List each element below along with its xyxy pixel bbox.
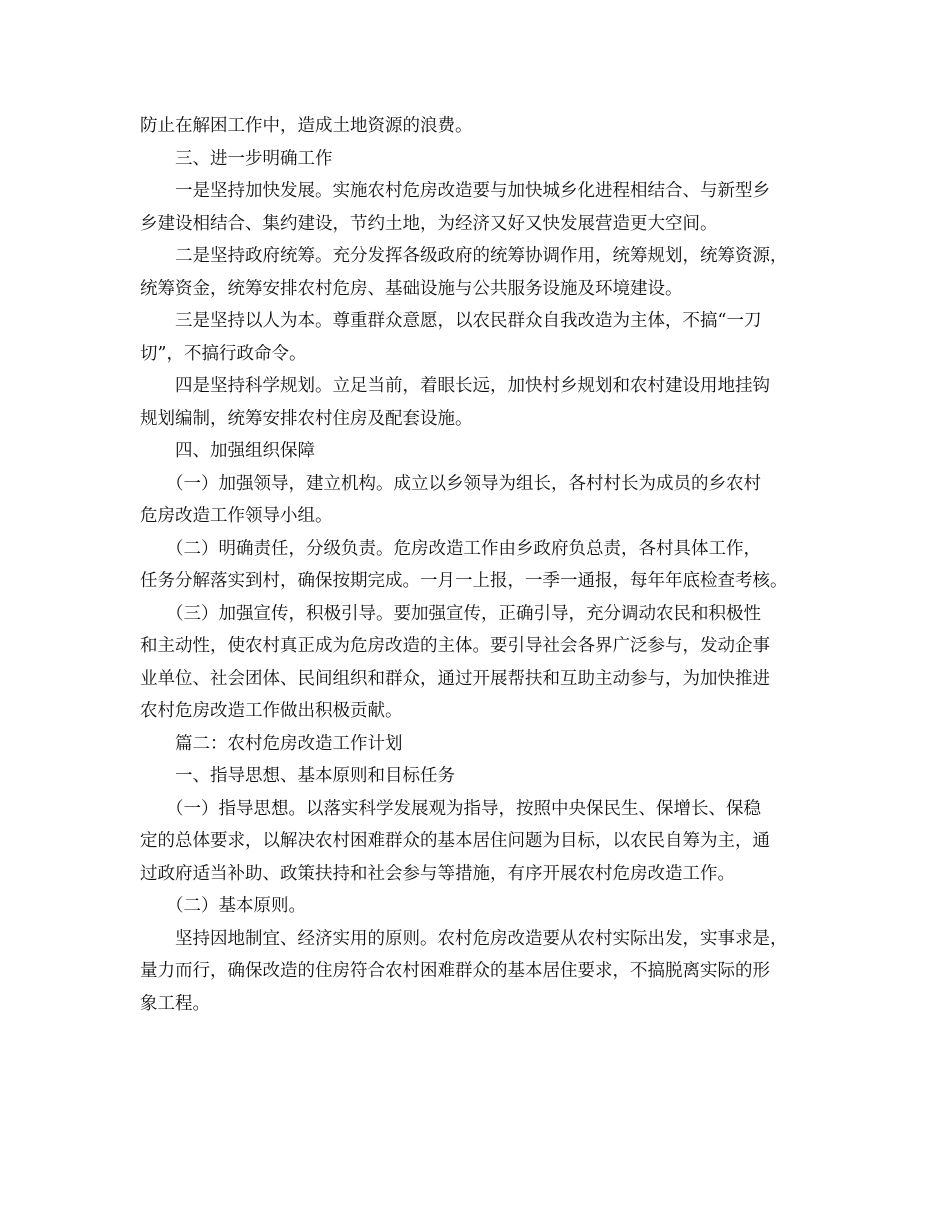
text-line: 象工程。 <box>140 993 210 1014</box>
text-line: 过政府适当补助、政策扶持和社会参与等措施，有序开展农村危房改造工作。 <box>140 863 735 884</box>
text-line: 任务分解落实到村，确保按期完成。一月一上报，一季一通报，每年年底检查考核。 <box>140 571 788 591</box>
text-line: 一是坚持加快发展。实施农村危房改造要与加快城乡化进程相结合、与新型乡 <box>175 181 770 201</box>
text-line: （三）加强宣传，积极引导。要加强宣传，正确引导，充分调动农民和积极性 <box>166 603 761 624</box>
text-line: （一）指导思想。以落实科学发展观为指导，按照中央保民生、保增长、保稳 <box>166 798 761 819</box>
text-line: 四是坚持科学规划。立足当前，着眼长远，加快村乡规划和农村建设用地挂钩 <box>175 376 770 396</box>
text-line: 规划编制，统筹安排农村住房及配套设施。 <box>140 408 473 429</box>
text-line: 定的总体要求，以解决农村困难群众的基本居住问题为目标，以农民自筹为主，通 <box>140 831 770 851</box>
text-line: （二）明确责任，分级负责。危房改造工作由乡政府负总责，各村具体工作， <box>166 538 761 559</box>
text-line: 一、指导思想、基本原则和目标任务 <box>175 766 455 786</box>
text-line: （二）基本原则。 <box>166 896 306 916</box>
text-line: 防止在解困工作中，造成土地资源的浪费。 <box>140 116 473 136</box>
text-line: 业单位、社会团体、民间组织和群众，通过开展帮扶和互助主动参与，为加快推进 <box>140 668 770 689</box>
text-line: 农村危房改造工作做出积极贡献。 <box>140 701 403 721</box>
text-line: 乡建设相结合、集约建设，节约土地，为经济又好又快发展营造更大空间。 <box>140 213 718 234</box>
text-line: 和主动性，使农村真正成为危房改造的主体。要引导社会各界广泛参与，发动企事 <box>140 636 770 656</box>
text-line: 危房改造工作领导小组。 <box>140 506 333 526</box>
text-line: 量力而行，确保改造的住房符合农村困难群众的基本居住要求，不搞脱离实际的形 <box>140 961 770 981</box>
text-line: 坚持因地制宜、经济实用的原则。农村危房改造要从农村实际出发，实事求是， <box>175 928 788 949</box>
text-line: 三、进一步明确工作 <box>175 148 333 169</box>
document-body <box>140 110 820 1020</box>
text-line: 四、加强组织保障 <box>175 441 315 461</box>
text-line: 二是坚持政府统筹。充分发挥各级政府的统筹协调作用，统筹规划，统筹资源， <box>175 246 788 266</box>
text-line: 三是坚持以人为本。尊重群众意愿，以农民群众自我改造为主体，不搞“一刀 <box>175 311 762 331</box>
text-line: 统筹资金，统筹安排农村危房、基础设施与公共服务设施及环境建设。 <box>140 278 683 299</box>
text-line: （一）加强领导，建立机构。成立以乡领导为组长，各村村长为成员的乡农村 <box>166 473 761 494</box>
text-line: 篇二：农村危房改造工作计划 <box>175 733 403 754</box>
text-line: 切”，不搞行政命令。 <box>140 343 307 364</box>
